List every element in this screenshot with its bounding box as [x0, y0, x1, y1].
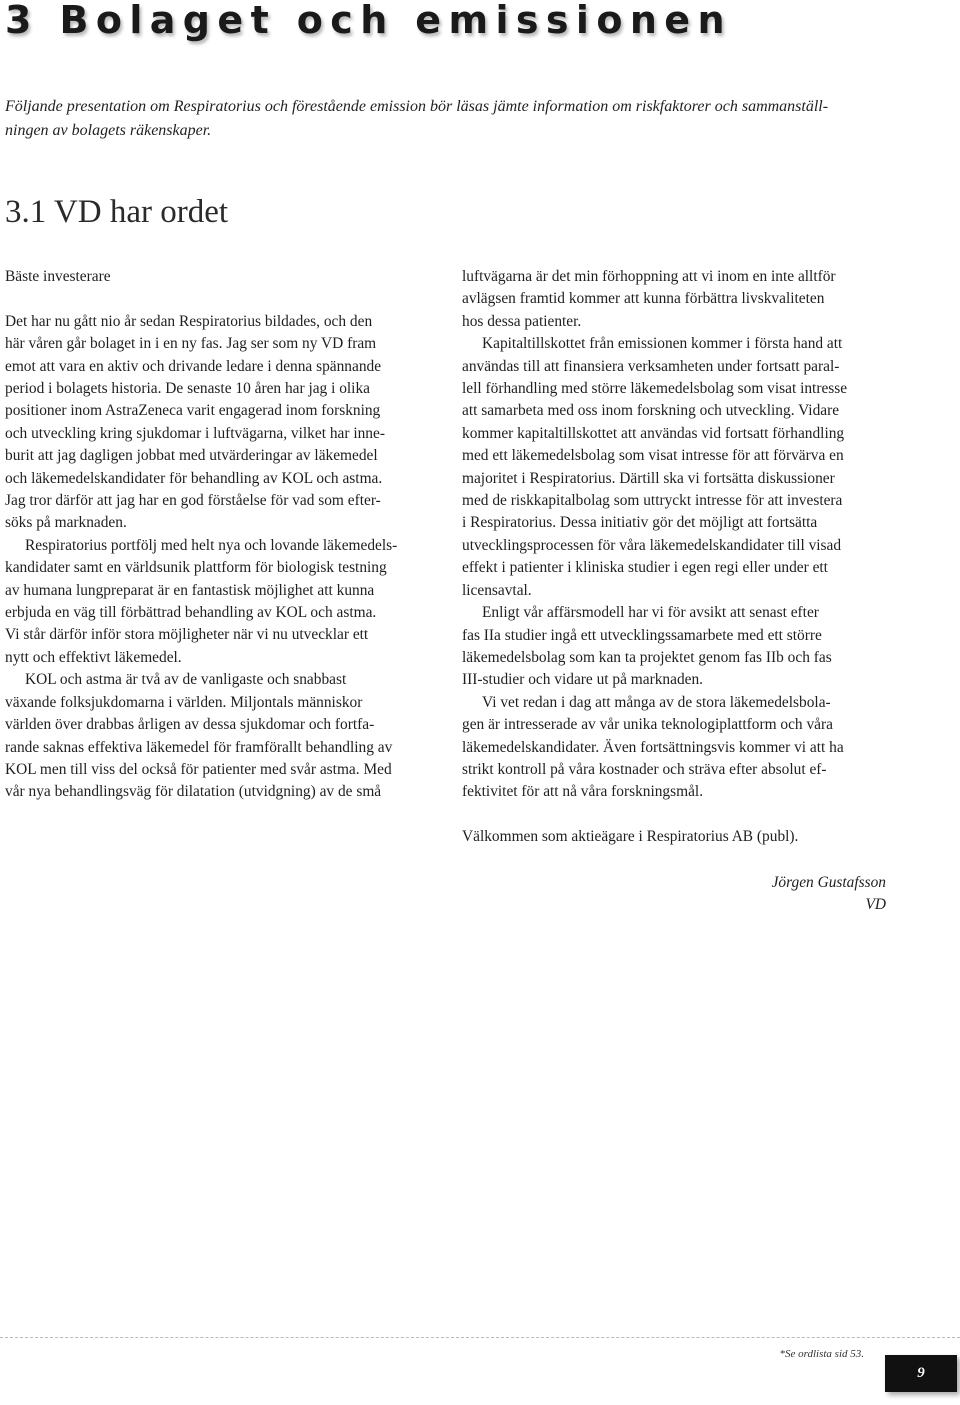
footer-divider — [0, 1337, 960, 1338]
body-line: kommer kapitaltillskottet att användas vid fortsatt förhandling — [462, 424, 845, 442]
body-line: Kapitaltillskottet från emissionen kommer i första hand att — [482, 335, 843, 353]
body-line: effekt i patienter i kliniska studier i egen regi eller under ett — [462, 559, 828, 577]
body-line: läkemedelsbolag som kan ta projektet genom fas IIb och fas — [462, 648, 832, 666]
body-line: Jag tror därför att jag har en god förståelse för vad som efter- — [5, 492, 381, 510]
body-line: nytt och effektivt läkemedel. — [5, 648, 182, 666]
body-line: världen över drabbas årligen av dessa sjukdomar och fortfa- — [5, 716, 375, 734]
body-line: Enligt vår affärsmodell har vi för avsikt att senast efter — [482, 604, 819, 622]
body-line: fektivitet för att nå våra forskningsmål. — [462, 783, 704, 801]
body-line: III-studier och vidare ut på marknaden. — [462, 671, 704, 689]
body-line: växande folksjukdomarna i världen. Miljontals människor — [5, 693, 363, 711]
body-line: emot att vara en aktiv och drivande ledare i denna spännande — [5, 357, 382, 375]
body-line: lell förhandling med större läkemedelsbolag som visat intresse — [462, 380, 848, 398]
body-line: med ett läkemedelsbolag som visat intresse för att förvärva en — [462, 447, 844, 465]
page-number-box — [885, 1355, 957, 1392]
body-line: utvecklingsprocessen för våra läkemedelskandidater till visad — [462, 536, 842, 554]
body-line: fas IIa studier ingå ett utvecklingssamarbete med ett större — [462, 626, 822, 644]
body-line: att samarbeta med oss inom forskning och utveckling. Vidare — [462, 402, 840, 420]
body-line: burit att jag dagligen jobbat med utvärderingar av läkemedel — [5, 447, 378, 465]
section-title: 3.1 VD har ordet — [5, 194, 229, 230]
signature — [772, 872, 886, 917]
footnote: *Se ordlista sid 53. — [779, 1348, 864, 1360]
body-line: av humana lungpreparat är en fantastisk möjlighet att kunna — [5, 581, 375, 599]
body-line: gen är intresserade av vår unika teknologiplattform och våra — [462, 716, 833, 734]
closing-line: Välkommen som aktieägare i Respiratorius AB (publ). — [462, 828, 799, 846]
body-line: luftvägarna är det min förhoppning att vi inom en inte alltför — [462, 268, 836, 285]
body-line: KOL men till viss del också för patienter med svår astma. Med — [5, 760, 392, 778]
body-line: med de riskkapitalbolag som uttryckt intresse för att investera — [462, 492, 843, 510]
body-line: licensavtal. — [462, 581, 532, 599]
body-line: söks på marknaden. — [5, 514, 127, 532]
body-line: här våren går bolaget in i en ny fas. Jag ser som ny VD fram — [5, 335, 377, 353]
body-line: kandidater samt en världsunik plattform för biologisk testning — [5, 559, 387, 577]
body-line: strikt kontroll på våra kostnader och sträva efter absolut ef- — [462, 760, 827, 778]
left-column — [5, 266, 436, 804]
body-line: positioner inom AstraZeneca varit engagerad inom forskning — [5, 402, 381, 420]
body-line: Vi står därför inför stora möjligheter när vi nu utvecklar ett — [5, 626, 369, 644]
salutation: Bäste investerare — [5, 268, 111, 285]
chapter-title: 3 Bolaget och emissionen — [5, 0, 732, 42]
body-line: rande saknas effektiva läkemedel för framförallt behandling av — [5, 738, 393, 756]
body-line: KOL och astma är två av de vanligaste och snabbast — [25, 671, 347, 689]
intro-text — [5, 95, 905, 143]
body-line: majoritet i Respiratorius. Därtill ska vi fortsätta diskussioner — [462, 469, 835, 487]
body-line: och läkemedelskandidater för behandling av KOL och astma. — [5, 469, 383, 487]
intro-line: ningen av bolagets räkenskaper. — [5, 122, 212, 139]
body-line: och utveckling kring sjukdomar i luftvägarna, vilket har inne- — [5, 424, 385, 442]
body-line: Vi vet redan i dag att många av de stora läkemedelsbola- — [482, 693, 831, 711]
intro-line: Följande presentation om Respiratorius och förestående emission bör läsas jämte information om riskfaktorer och sammanställ- — [5, 98, 829, 115]
body-line: Det har nu gått nio år sedan Respiratorius bildades, och den — [5, 312, 373, 330]
body-line: läkemedelskandidater. Även fortsättningsvis kommer vi att ha — [462, 738, 844, 756]
body-line: vår nya behandlingsväg för dilatation (utvidgning) av de små — [5, 783, 382, 801]
body-line: hos dessa patienter. — [462, 312, 582, 330]
body-line: Respiratorius portfölj med helt nya och lovande läkemedels- — [25, 536, 398, 554]
right-column — [462, 266, 893, 849]
body-line: användas till att finansiera verksamheten under fortsatt paral- — [462, 357, 840, 375]
signature-name: Jörgen Gustafsson — [771, 874, 886, 891]
signature-title: VD — [865, 896, 886, 914]
body-line: erbjuda en väg till förbättrad behandling av KOL och astma. — [5, 604, 377, 622]
page-number: 9 — [917, 1365, 925, 1381]
body-line: period i bolagets historia. De senaste 10 åren har jag i olika — [5, 380, 370, 398]
body-line: i Respiratorius. Dessa initiativ gör det möjligt att fortsätta — [462, 514, 818, 532]
body-line: avlägsen framtid kommer att kunna förbättra livskvaliteten — [462, 290, 825, 308]
